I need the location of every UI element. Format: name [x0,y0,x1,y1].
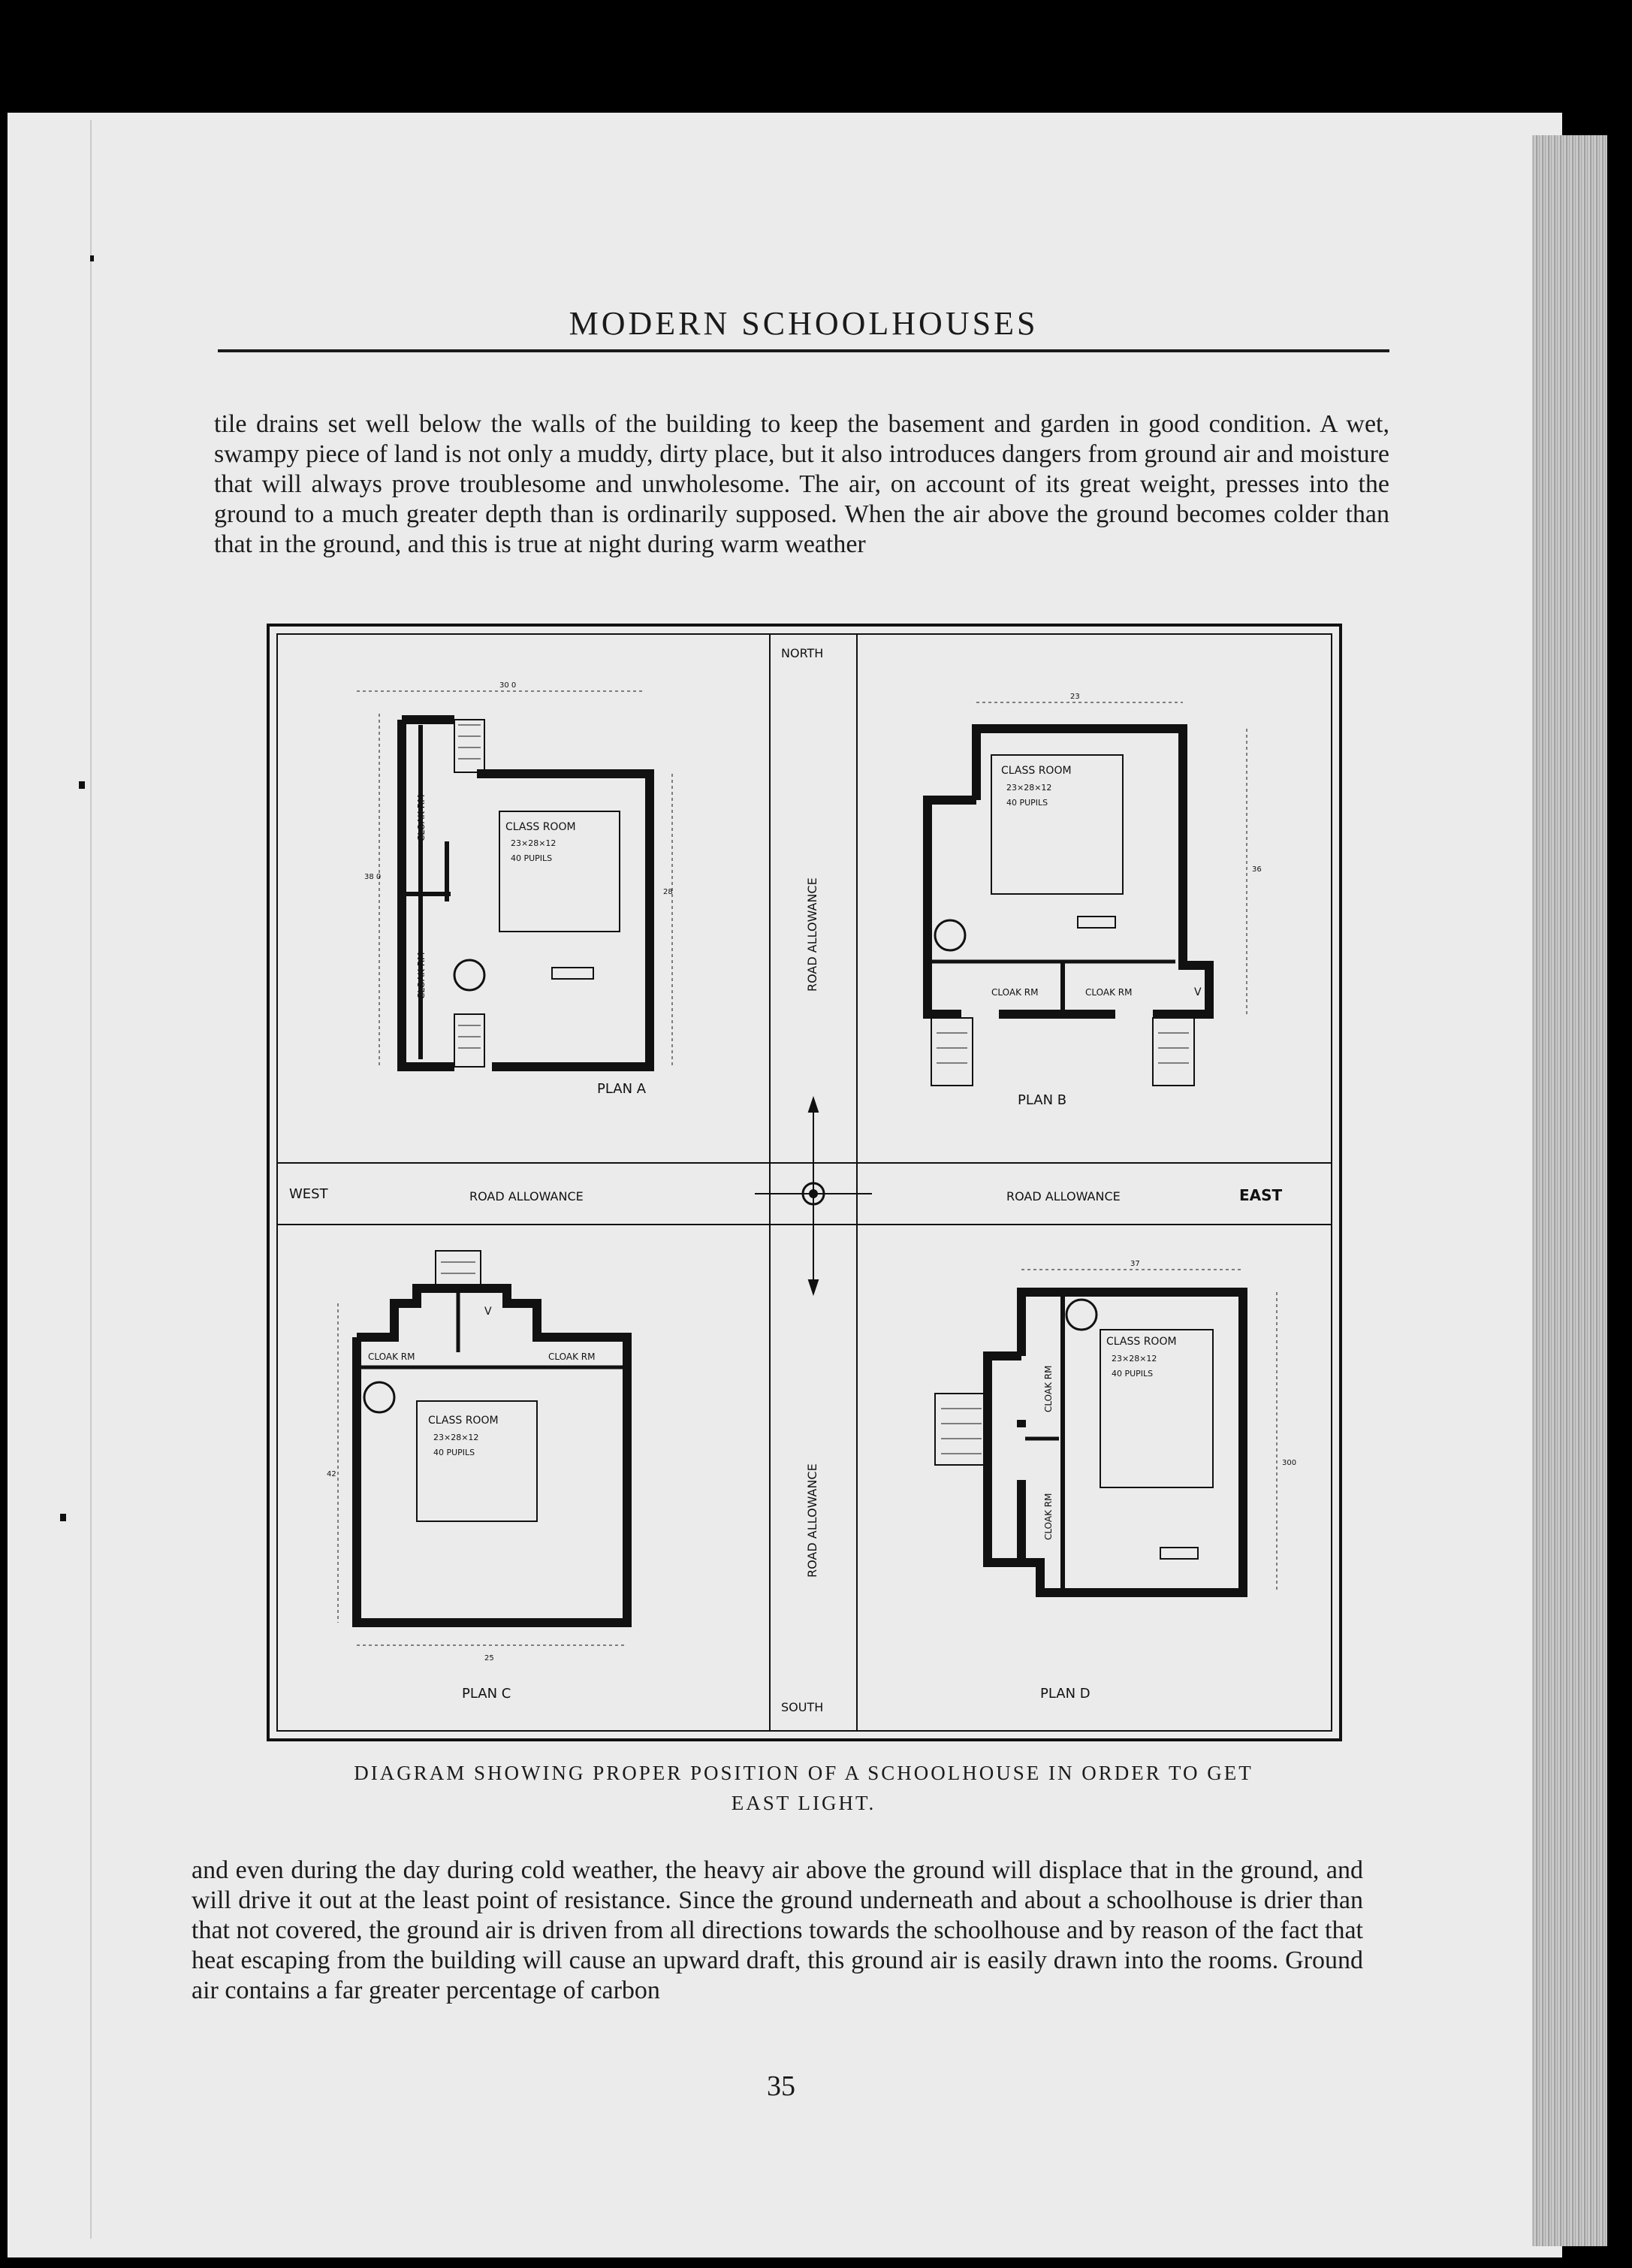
plan-b-room-size: 23×28×12 [1006,783,1052,793]
north-label: NORTH [781,646,824,660]
plan-d-class-room: CLASS ROOM [1106,1336,1177,1348]
plan-b-pupils: 40 PUPILS [1006,798,1048,808]
diagram-inner-frame [277,634,1332,1731]
scan-mark [90,255,94,261]
plan-c-width-dim: 25 [484,1654,494,1662]
plan-c-pupils: 40 PUPILS [433,1448,475,1457]
plan-a-cloak-room-1: CLOAK RM [416,794,427,841]
caption-line-2: EAST LIGHT. [731,1792,876,1814]
road-allowance-west: ROAD ALLOWANCE [469,1189,584,1203]
plan-d-label: PLAN D [1040,1686,1091,1702]
plan-d-cloak-room-1: CLOAK RM [1043,1365,1054,1412]
plan-b-v-mark: V [1194,986,1202,998]
body-paragraph-bottom: and even during the day during cold weather, the heavy air above the ground will displace that in the ground, and will drive it out at the least point of resistance. Since the ground underneath and about a schoolhouse is drier than that not covered, the ground air is driven from all directions towards the schoolhouse and by reason of the fact that heat escaping from the building will cause an upward draft, this ground air is easily drawn into the rooms. Ground air contains a far greater percentage of carbon [192,1856,1363,2004]
figure-caption [270,1758,1337,1818]
road-allowance-north: ROAD ALLOWANCE [805,877,819,992]
plan-c-label: PLAN C [462,1686,511,1702]
plan-b-right-dim: 36 [1252,865,1262,874]
plan-d-pupils: 40 PUPILS [1112,1369,1154,1379]
plan-c-v-mark: V [484,1306,492,1318]
plan-b-building [928,702,1247,1086]
page-number: 35 [767,2070,795,2102]
compass-rose [755,1098,872,1294]
scan-mark [79,781,85,789]
plan-a-width-dim: 30 0 [499,681,517,690]
plan-c-cloak-room-2: CLOAK RM [548,1351,596,1362]
plan-d-right-dim: 300 [1282,1459,1297,1467]
plan-b-label: PLAN B [1018,1092,1067,1108]
body-paragraph-top: tile drains set well below the walls of the building to keep the basement and garden in good condition. A wet, swampy piece of land is not only a muddy, dirty place, but it also introduces dangers from ground air and moisture that will always prove troublesome and unwholesome. The air, on account of its great weight, presses into the ground to a much greater depth than is ordinarily supposed. When the air above the ground becomes colder than that in the ground, and this is true at night during warm weather [214,410,1389,558]
plan-a-room-size: 23×28×12 [511,838,557,848]
plan-a-pupils: 40 PUPILS [511,853,553,863]
plan-c-building [338,1251,627,1645]
plan-c-room-size: 23×28×12 [433,1433,479,1442]
south-label: SOUTH [781,1700,824,1714]
plan-d-width-dim: 37 [1130,1260,1140,1268]
plan-b-cloak-room-2: CLOAK RM [1085,987,1133,998]
plan-c-class-room: CLASS ROOM [428,1415,499,1427]
plan-a-cloak-room-2: CLOAK RM [416,952,427,999]
plan-c-cloak-room-1: CLOAK RM [368,1351,415,1362]
site-plan-diagram [267,624,1344,1743]
plan-a-class-room: CLASS ROOM [505,821,576,833]
running-title: MODERN SCHOOLHOUSES [569,305,1039,342]
plan-b-width-dim: 23 [1070,693,1080,701]
plan-a-label: PLAN A [597,1081,647,1097]
plan-b-cloak-room-1: CLOAK RM [991,987,1039,998]
caption-line-1: DIAGRAM SHOWING PROPER POSITION OF A SCHOOLHOUSE IN ORDER TO GET [354,1762,1253,1784]
plan-c-left-dim: 42 [327,1470,336,1478]
header-rule [218,349,1389,352]
plan-b-class-room: CLASS ROOM [1001,765,1072,777]
plan-d-cloak-room-2: CLOAK RM [1043,1493,1054,1540]
scan-mark [60,1514,66,1521]
plan-d-building [935,1270,1277,1593]
road-allowance-east: ROAD ALLOWANCE [1006,1189,1121,1203]
road-allowance-south: ROAD ALLOWANCE [805,1463,819,1578]
plan-a-building [357,691,672,1067]
plan-a-right-dim: 28 [663,888,673,896]
plan-d-room-size: 23×28×12 [1112,1354,1157,1364]
west-label: WEST [289,1186,328,1202]
plan-a-left-dim: 38 0 [364,873,382,881]
gutter-line [90,120,92,2239]
east-label: EAST [1239,1186,1283,1204]
page-stack-edge [1532,135,1607,2246]
